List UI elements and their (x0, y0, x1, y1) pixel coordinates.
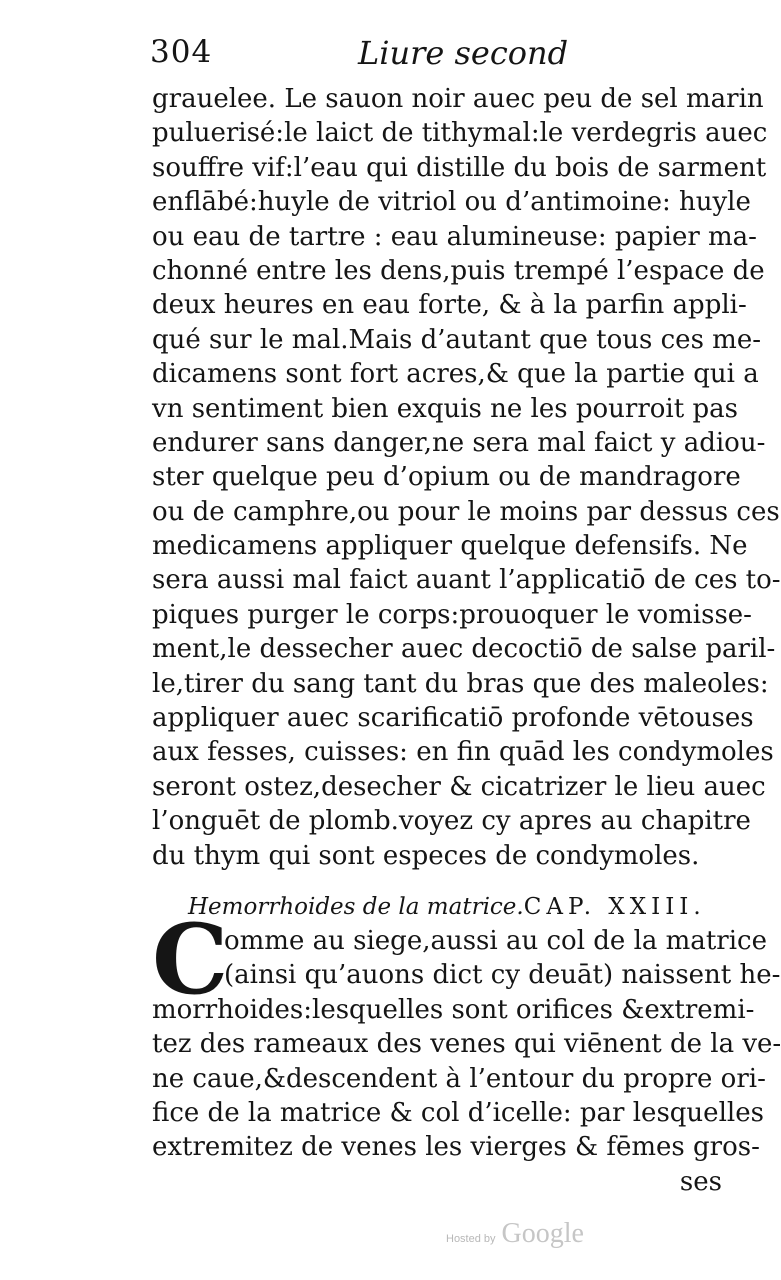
text-line: enflābé:huyle de vitriol ou d’antimoine: huyle (152, 187, 751, 218)
running-title: Liure second (358, 34, 569, 72)
text-line: qué sur le mal.Mais d’autant que tous ces me- (152, 324, 762, 355)
text-line: ster quelque peu d’opium ou de mandragore (152, 462, 741, 493)
text-line: seront ostez,desecher & cicatrizer le lieu auec (152, 771, 766, 802)
watermark-prefix: Hosted by (446, 1233, 496, 1245)
text-line: morrhoides:lesquelles sont orifices &extremi- (152, 994, 755, 1025)
text-line: grauelee. Le sauon noir auec peu de sel marin (152, 84, 764, 114)
text-line: souffre vif:l’eau qui distille du bois de sarment (152, 152, 767, 183)
text-line: dicamens sont fort acres,& que la partie qui a (152, 359, 759, 390)
text-line: deux heures en eau forte, & à la parfin appli- (152, 290, 747, 321)
text-line: ou de camphre,ou pour le moins par dessus ces (152, 496, 780, 527)
text-line: tez des rameaux des venes qui viēnent de la ve- (152, 1029, 781, 1060)
page-number: 304 (150, 34, 213, 70)
text-line: ment,le dessecher auec decoctiō de salse paril- (152, 634, 776, 665)
text-line: medicamens appliquer quelque defensifs. Ne (152, 531, 748, 562)
text-line: ne caue,&descendent à l’entour du propre ori- (152, 1063, 766, 1094)
body-text (152, 82, 781, 873)
text-line: fice de la matrice & col d’icelle: par lesquelles (152, 1097, 764, 1128)
text-line: sera aussi mal faict auant l’applicatiō de ces to- (152, 565, 781, 596)
text-line: puluerisé:le laict de tithymal:le verdegris auec (152, 118, 768, 149)
text-line: piques purger le corps:prouoquer le vomisse- (152, 599, 752, 630)
chapter-heading (188, 893, 706, 921)
text-line: (ainsi qu’auons dict cy deuāt) naissent he- (224, 960, 781, 991)
text-line: l’onguēt de plomb.voyez cy apres au chapitre (152, 806, 751, 837)
text-line: omme au siege,aussi au col de la matrice (224, 926, 767, 956)
chapter-number: CAP. XXIII. (523, 894, 706, 920)
watermark-brand: Google (501, 1218, 584, 1249)
text-line: du thym qui sont especes de condymoles. (152, 840, 700, 871)
catchword: ses (679, 1166, 722, 1197)
hosted-by-watermark (446, 1218, 584, 1250)
text-line: endurer sans danger,ne sera mal faict y adiou- (152, 427, 766, 458)
text-line: ou eau de tartre : eau alumineuse: papier ma- (152, 221, 757, 252)
text-line: aux fesses, cuisses: en fin quād les condymoles (152, 737, 774, 768)
text-line: extremitez de venes les vierges & fēmes gros- (152, 1132, 760, 1163)
chapter-title: Hemorrhoides de la matrice. (188, 894, 524, 920)
chapter-text (152, 924, 781, 1199)
text-line: chonné entre les dens,puis trempé l’espace de (152, 255, 765, 286)
page-header (150, 34, 590, 74)
text-line: appliquer auec scarificatiō profonde vētouses (152, 703, 754, 734)
drop-cap: C (152, 903, 229, 1016)
text-line: vn sentiment bien exquis ne les pourroit pas (152, 393, 738, 424)
text-line: le,tirer du sang tant du bras que des maleoles: (152, 668, 769, 699)
